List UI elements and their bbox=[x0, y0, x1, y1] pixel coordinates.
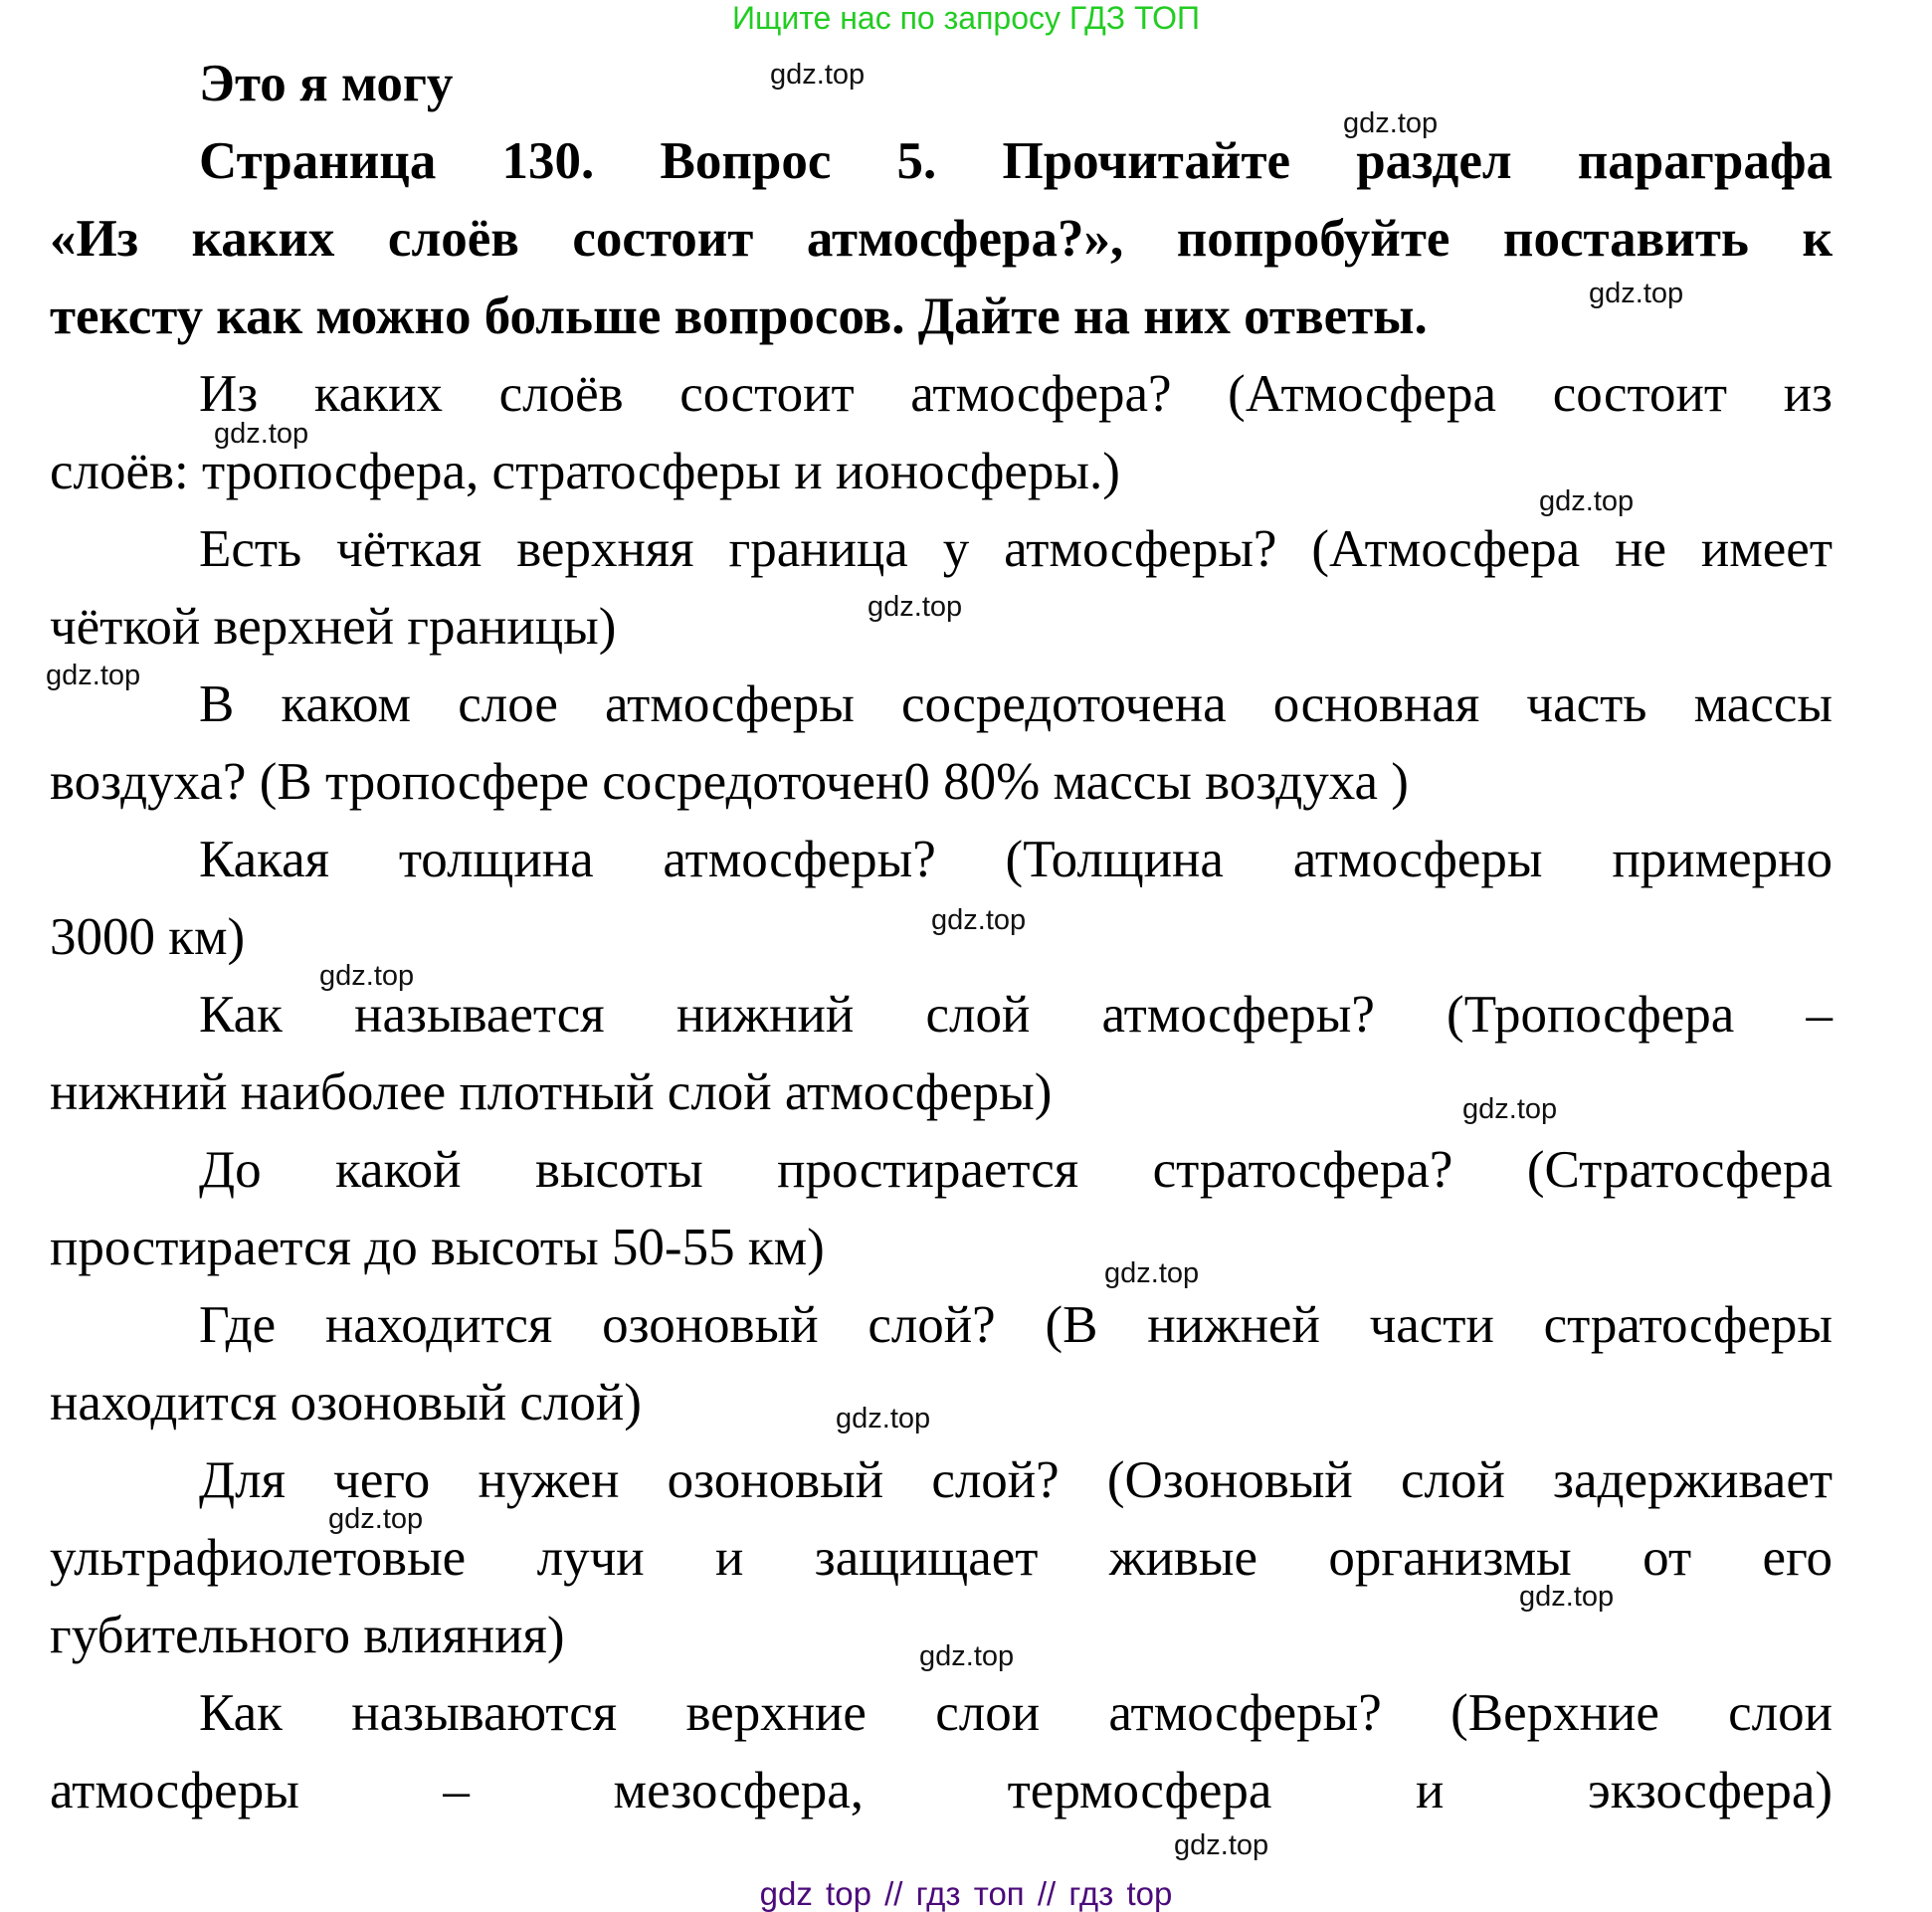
watermark: gdz.top bbox=[1104, 1257, 1200, 1289]
qa-line: атмосферы – мезосфера, термосфера и экзосфера) bbox=[50, 1762, 1833, 1819]
watermark: gdz.top bbox=[214, 418, 309, 450]
qa-line: Из каких слоёв состоит атмосфера? (Атмосфера состоит из bbox=[199, 365, 1833, 423]
qa-item bbox=[50, 1441, 1833, 1674]
qa-line: Где находится озоновый слой? (В нижней части стратосферы bbox=[199, 1296, 1833, 1354]
qa-item bbox=[50, 1131, 1833, 1289]
qa-item bbox=[50, 1674, 1833, 1829]
qa-line: Какая толщина атмосферы? (Толщина атмосферы примерно bbox=[199, 831, 1833, 888]
qa-line: Как называются верхние слои атмосферы? (Верхние слои bbox=[199, 1684, 1833, 1742]
qa-item bbox=[50, 666, 1833, 821]
task-question-line: Страница 130. Вопрос 5. Прочитайте раздел параграфа bbox=[199, 132, 1833, 190]
qa-line: воздуха? (В тропосфере сосредоточен0 80% массы воздуха ) bbox=[50, 753, 1409, 811]
footer-brand: gdz top // гдз топ // гдз top bbox=[759, 1875, 1173, 1912]
watermark: gdz.top bbox=[1462, 1093, 1558, 1125]
watermark: gdz.top bbox=[1343, 107, 1439, 139]
qa-line: слоёв: тропосфера, стратосферы и ионосферы.) bbox=[50, 443, 1120, 500]
watermark: gdz.top bbox=[919, 1640, 1015, 1672]
qa-line: находится озоновый слой) bbox=[50, 1374, 642, 1432]
qa-line: В каком слое атмосферы сосредоточена основная часть массы bbox=[199, 675, 1833, 733]
watermark: gdz.top bbox=[1174, 1829, 1269, 1861]
qa-item bbox=[50, 510, 1833, 666]
task-question-line: «Из каких слоёв состоит атмосфера?», попробуйте поставить к bbox=[50, 210, 1833, 268]
watermark: gdz.top bbox=[770, 59, 866, 91]
watermark: gdz.top bbox=[319, 960, 415, 992]
qa-line: нижний наиболее плотный слой атмосферы) bbox=[50, 1063, 1053, 1121]
qa-item bbox=[50, 1286, 1833, 1441]
task-question-line: тексту как можно больше вопросов. Дайте на них ответы. bbox=[50, 287, 1428, 345]
document-body bbox=[50, 45, 1833, 1829]
qa-item bbox=[50, 821, 1833, 976]
watermark: gdz.top bbox=[328, 1503, 424, 1535]
qa-line: 3000 км) bbox=[50, 908, 246, 966]
qa-line: Для чего нужен озоновый слой? (Озоновый слой задерживает bbox=[199, 1451, 1833, 1509]
watermark: gdz.top bbox=[46, 660, 141, 691]
watermark: gdz.top bbox=[1519, 1581, 1615, 1613]
watermark: gdz.top bbox=[1589, 278, 1684, 309]
section-title: Это я могу bbox=[199, 55, 454, 112]
qa-line: Как называется нижний слой атмосферы? (Тропосфера – bbox=[199, 986, 1833, 1044]
qa-item bbox=[50, 976, 1833, 1131]
watermark: gdz.top bbox=[931, 904, 1027, 936]
search-hint-banner: Ищите нас по запросу ГДЗ ТОП bbox=[732, 0, 1200, 36]
qa-line: губительного влияния) bbox=[50, 1607, 565, 1664]
qa-line: Есть чёткая верхняя граница у атмосферы? (Атмосфера не имеет bbox=[199, 520, 1833, 578]
watermark: gdz.top bbox=[836, 1403, 931, 1434]
qa-line: простирается до высоты 50-55 км) bbox=[50, 1219, 825, 1276]
task-question bbox=[50, 122, 1833, 355]
watermark: gdz.top bbox=[1539, 485, 1635, 517]
qa-line: чёткой верхней границы) bbox=[50, 598, 617, 656]
qa-line: До какой высоты простирается стратосфера? (Стратосфера bbox=[199, 1141, 1833, 1199]
watermark: gdz.top bbox=[868, 591, 963, 623]
qa-line: ультрафиолетовые лучи и защищает живые организмы от его bbox=[50, 1529, 1833, 1587]
